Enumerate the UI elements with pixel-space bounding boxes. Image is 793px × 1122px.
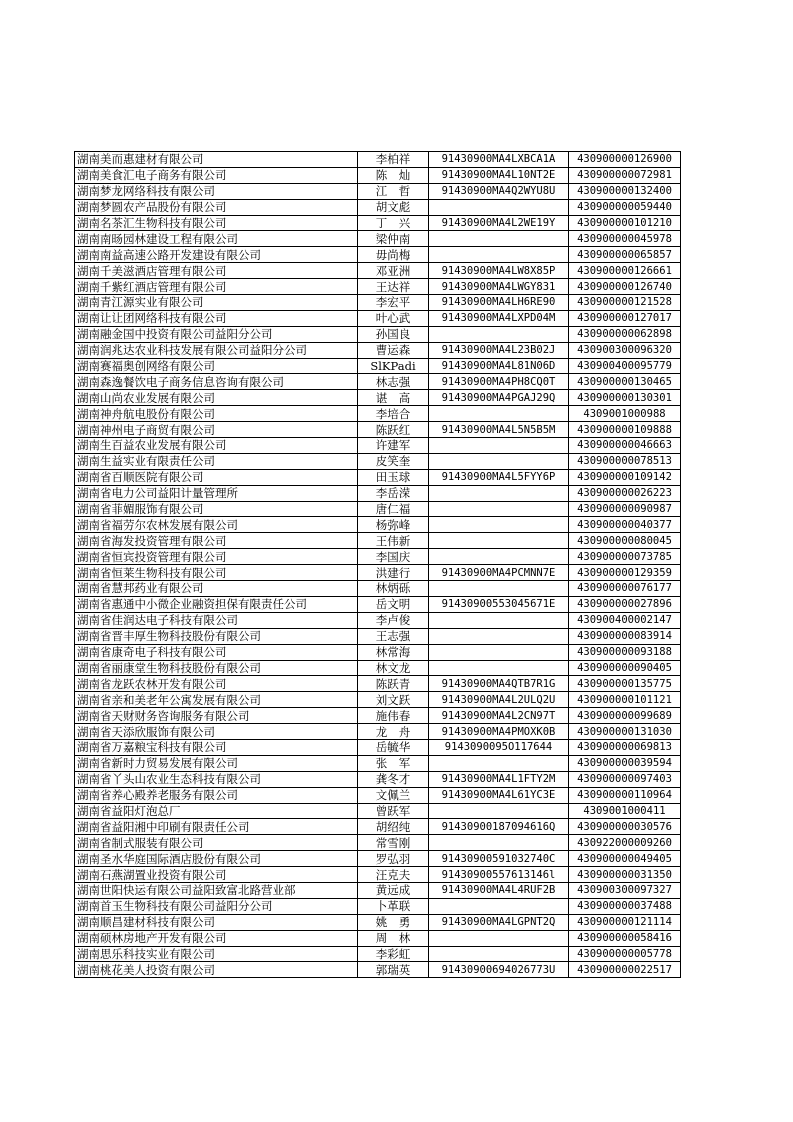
- legal-person-cell: 林炳砾: [358, 581, 429, 597]
- company-name-cell: 湖南省菲媚服饰有限公司: [75, 501, 358, 517]
- credit-code-cell: 91430900MA4L2ULQ2U: [429, 692, 569, 708]
- table-row: [75, 390, 681, 406]
- company-name-cell: 湖南省惠通中小微企业融资担保有限责任公司: [75, 596, 358, 612]
- company-name-cell: 湖南融金国中投资有限公司益阳分公司: [75, 326, 358, 342]
- company-name-cell: 湖南生百益农业发展有限公司: [75, 438, 358, 454]
- legal-person-cell: 陈跃青: [358, 676, 429, 692]
- registration-number-cell: 430900300097327: [569, 882, 681, 898]
- credit-code-cell: 91430900MA4L81N06D: [429, 358, 569, 374]
- table-row: [75, 724, 681, 740]
- registration-number-cell: 4309001000988: [569, 406, 681, 422]
- legal-person-cell: 龚冬才: [358, 771, 429, 787]
- table-row: [75, 152, 681, 168]
- credit-code-cell: [429, 406, 569, 422]
- table-row: [75, 660, 681, 676]
- table-row: [75, 183, 681, 199]
- legal-person-cell: 谌 高: [358, 390, 429, 406]
- company-name-cell: 湖南赛福奥创网络有限公司: [75, 358, 358, 374]
- registration-number-cell: 430900000062898: [569, 326, 681, 342]
- company-name-cell: 湖南省益阳湘中印刷有限责任公司: [75, 819, 358, 835]
- legal-person-cell: 罗弘羽: [358, 851, 429, 867]
- credit-code-cell: 91430900MA4LXBCA1A: [429, 152, 569, 168]
- registration-number-cell: 430900000030576: [569, 819, 681, 835]
- registration-number-cell: 430900000090405: [569, 660, 681, 676]
- legal-person-cell: 林常海: [358, 644, 429, 660]
- legal-person-cell: 洪建行: [358, 565, 429, 581]
- credit-code-cell: 91430900MA4L61YC3E: [429, 787, 569, 803]
- table-row: [75, 342, 681, 358]
- registration-number-cell: 430900000037488: [569, 898, 681, 914]
- company-name-cell: 湖南南旸园林建设工程有限公司: [75, 231, 358, 247]
- table-row: [75, 803, 681, 819]
- table-row: [75, 485, 681, 501]
- legal-person-cell: 林志强: [358, 374, 429, 390]
- credit-code-cell: [429, 835, 569, 851]
- table-row: [75, 374, 681, 390]
- registration-number-cell: 430900000076177: [569, 581, 681, 597]
- legal-person-cell: 叶心武: [358, 310, 429, 326]
- company-name-cell: 湖南美食汇电子商务有限公司: [75, 167, 358, 183]
- registration-number-cell: 430900000126740: [569, 279, 681, 295]
- company-name-cell: 湖南神舟航电股份有限公司: [75, 406, 358, 422]
- registration-number-cell: 430922000009260: [569, 835, 681, 851]
- credit-code-cell: 91430900MA4L2CN97T: [429, 708, 569, 724]
- credit-code-cell: [429, 231, 569, 247]
- company-name-cell: 湖南省益阳灯泡总厂: [75, 803, 358, 819]
- table-row: [75, 581, 681, 597]
- legal-person-cell: 龙 舟: [358, 724, 429, 740]
- company-name-cell: 湖南省恒莱生物科技有限公司: [75, 565, 358, 581]
- legal-person-cell: 周 林: [358, 930, 429, 946]
- legal-person-cell: 毋尚梅: [358, 247, 429, 263]
- table-row: [75, 422, 681, 438]
- table-row: [75, 549, 681, 565]
- table-row: [75, 962, 681, 978]
- legal-person-cell: 文佩兰: [358, 787, 429, 803]
- registration-number-cell: 430900000026223: [569, 485, 681, 501]
- credit-code-cell: [429, 946, 569, 962]
- registration-number-cell: 430900000101210: [569, 215, 681, 231]
- registration-number-cell: 430900000065857: [569, 247, 681, 263]
- legal-person-cell: 李培合: [358, 406, 429, 422]
- credit-code-cell: [429, 438, 569, 454]
- registration-number-cell: 430900000121528: [569, 295, 681, 311]
- credit-code-cell: [429, 247, 569, 263]
- registration-number-cell: 430900000031350: [569, 867, 681, 883]
- registration-number-cell: 430900000080045: [569, 533, 681, 549]
- table-row: [75, 215, 681, 231]
- table-row: [75, 628, 681, 644]
- legal-person-cell: 邓亚洲: [358, 263, 429, 279]
- legal-person-cell: 陈跃红: [358, 422, 429, 438]
- credit-code-cell: 91430900MA4PMOXK0B: [429, 724, 569, 740]
- legal-person-cell: 林文龙: [358, 660, 429, 676]
- company-name-cell: 湖南桃花美人投资有限公司: [75, 962, 358, 978]
- table-row: [75, 406, 681, 422]
- company-name-cell: 湖南省慧邦药业有限公司: [75, 581, 358, 597]
- table-row: [75, 295, 681, 311]
- credit-code-cell: [429, 660, 569, 676]
- credit-code-cell: 91430900MA4LW8X85P: [429, 263, 569, 279]
- table-row: [75, 469, 681, 485]
- company-name-cell: 湖南省康奇电子科技有限公司: [75, 644, 358, 660]
- company-name-cell: 湖南思乐科技实业有限公司: [75, 946, 358, 962]
- credit-code-cell: 91430900MA4LXPD04M: [429, 310, 569, 326]
- legal-person-cell: 皮笑奎: [358, 453, 429, 469]
- credit-code-cell: 91430900MA4L23B02J: [429, 342, 569, 358]
- table-row: [75, 565, 681, 581]
- table-row: [75, 517, 681, 533]
- legal-person-cell: 曾跃军: [358, 803, 429, 819]
- company-name-cell: 湖南省龙跃农林开发有限公司: [75, 676, 358, 692]
- company-name-cell: 湖南让让团网络科技有限公司: [75, 310, 358, 326]
- credit-code-cell: 91430900MA4L4RUF2B: [429, 882, 569, 898]
- company-name-cell: 湖南名茶汇生物科技有限公司: [75, 215, 358, 231]
- legal-person-cell: 李国庆: [358, 549, 429, 565]
- company-name-cell: 湖南千美滋酒店管理有限公司: [75, 263, 358, 279]
- registration-number-cell: 430900000130465: [569, 374, 681, 390]
- company-name-cell: 湖南省福劳尔农林发展有限公司: [75, 517, 358, 533]
- registration-number-cell: 430900400095779: [569, 358, 681, 374]
- table-row: [75, 438, 681, 454]
- legal-person-cell: 王伟新: [358, 533, 429, 549]
- legal-person-cell: 李宏平: [358, 295, 429, 311]
- table-row: [75, 247, 681, 263]
- credit-code-cell: [429, 485, 569, 501]
- registration-number-cell: 430900000132400: [569, 183, 681, 199]
- company-name-cell: 湖南省晋丰厚生物科技股份有限公司: [75, 628, 358, 644]
- legal-person-cell: 施伟春: [358, 708, 429, 724]
- company-name-cell: 湖南神州电子商贸有限公司: [75, 422, 358, 438]
- registration-number-cell: 430900000131030: [569, 724, 681, 740]
- registration-number-cell: 430900000135775: [569, 676, 681, 692]
- legal-person-cell: 张 军: [358, 755, 429, 771]
- table-row: [75, 835, 681, 851]
- table-row: [75, 612, 681, 628]
- credit-code-cell: [429, 612, 569, 628]
- company-name-cell: 湖南首玉生物科技有限公司益阳分公司: [75, 898, 358, 914]
- credit-code-cell: 91430900557613146l: [429, 867, 569, 883]
- legal-person-cell: 姚 勇: [358, 914, 429, 930]
- credit-code-cell: 91430900MA4L2WE19Y: [429, 215, 569, 231]
- credit-code-cell: 91430900553045671E: [429, 596, 569, 612]
- company-name-cell: 湖南千紫红酒店管理有限公司: [75, 279, 358, 295]
- legal-person-cell: 胡绍纯: [358, 819, 429, 835]
- company-name-cell: 湖南青江源实业有限公司: [75, 295, 358, 311]
- credit-code-cell: [429, 644, 569, 660]
- company-name-cell: 湖南省新时力贸易发展有限公司: [75, 755, 358, 771]
- legal-person-cell: 王达祥: [358, 279, 429, 295]
- table-row: [75, 501, 681, 517]
- credit-code-cell: 91430900MA4L5FYY6P: [429, 469, 569, 485]
- registration-number-cell: 430900000121114: [569, 914, 681, 930]
- registration-number-cell: 430900000083914: [569, 628, 681, 644]
- table-row: [75, 882, 681, 898]
- table-row: [75, 771, 681, 787]
- credit-code-cell: [429, 581, 569, 597]
- table-row: [75, 708, 681, 724]
- legal-person-cell: 胡文彪: [358, 199, 429, 215]
- registration-number-cell: 430900400002147: [569, 612, 681, 628]
- credit-code-cell: [429, 898, 569, 914]
- legal-person-cell: 黄远成: [358, 882, 429, 898]
- company-name-cell: 湖南省天添欣服饰有限公司: [75, 724, 358, 740]
- table-row: [75, 231, 681, 247]
- registration-number-cell: 430900000110964: [569, 787, 681, 803]
- credit-code-cell: 91430900MA4LH6RE90: [429, 295, 569, 311]
- table-row: [75, 533, 681, 549]
- registration-number-cell: 430900000097403: [569, 771, 681, 787]
- company-name-cell: 湖南省天财财务咨询服务有限公司: [75, 708, 358, 724]
- legal-person-cell: 江 哲: [358, 183, 429, 199]
- table-row: [75, 819, 681, 835]
- company-name-cell: 湖南省恒宾投资管理有限公司: [75, 549, 358, 565]
- legal-person-cell: 李彩虹: [358, 946, 429, 962]
- credit-code-cell: 91430900694026773U: [429, 962, 569, 978]
- credit-code-cell: [429, 755, 569, 771]
- legal-person-cell: SlKPadi: [358, 358, 429, 374]
- table-row: [75, 167, 681, 183]
- legal-person-cell: 岳文明: [358, 596, 429, 612]
- legal-person-cell: 梁仲南: [358, 231, 429, 247]
- registration-number-cell: 430900000058416: [569, 930, 681, 946]
- company-name-cell: 湖南圣水华庭国际酒店股份有限公司: [75, 851, 358, 867]
- company-name-cell: 湖南省电力公司益阳计量管理所: [75, 485, 358, 501]
- registration-number-cell: 430900000126900: [569, 152, 681, 168]
- registration-number-cell: 430900000040377: [569, 517, 681, 533]
- registration-number-cell: 4309001000411: [569, 803, 681, 819]
- table-row: [75, 851, 681, 867]
- legal-person-cell: 丁 兴: [358, 215, 429, 231]
- credit-code-cell: 91430900MA4PGAJ29Q: [429, 390, 569, 406]
- registration-number-cell: 430900000101121: [569, 692, 681, 708]
- registration-number-cell: 430900000130301: [569, 390, 681, 406]
- registration-number-cell: 430900000093188: [569, 644, 681, 660]
- company-name-cell: 湖南梦圆农产品股份有限公司: [75, 199, 358, 215]
- table-row: [75, 199, 681, 215]
- legal-person-cell: 曹运森: [358, 342, 429, 358]
- legal-person-cell: 岳毓华: [358, 739, 429, 755]
- table-row: [75, 898, 681, 914]
- legal-person-cell: 李岳溁: [358, 485, 429, 501]
- credit-code-cell: [429, 930, 569, 946]
- table-row: [75, 644, 681, 660]
- company-name-cell: 湖南省丽康堂生物科技股份有限公司: [75, 660, 358, 676]
- credit-code-cell: [429, 453, 569, 469]
- registration-number-cell: 430900000078513: [569, 453, 681, 469]
- legal-person-cell: 杨弥峰: [358, 517, 429, 533]
- table-row: [75, 867, 681, 883]
- registration-number-cell: 430900000059440: [569, 199, 681, 215]
- legal-person-cell: 王志强: [358, 628, 429, 644]
- company-name-cell: 湖南省佳润达电子科技有限公司: [75, 612, 358, 628]
- credit-code-cell: 91430900MA4L1FTY2M: [429, 771, 569, 787]
- registration-number-cell: 430900000073785: [569, 549, 681, 565]
- registration-number-cell: 430900000069813: [569, 739, 681, 755]
- table-row: [75, 453, 681, 469]
- company-registry-table: [74, 151, 681, 978]
- credit-code-cell: 91430900MA4LWGY831: [429, 279, 569, 295]
- company-name-cell: 湖南生益实业有限责任公司: [75, 453, 358, 469]
- legal-person-cell: 田玉球: [358, 469, 429, 485]
- credit-code-cell: 91430900MA4LGPNT2Q: [429, 914, 569, 930]
- company-name-cell: 湖南石燕湖置业投资有限公司: [75, 867, 358, 883]
- legal-person-cell: 刘文跃: [358, 692, 429, 708]
- company-name-cell: 湖南梦龙网络科技有限公司: [75, 183, 358, 199]
- table-row: [75, 739, 681, 755]
- company-name-cell: 湖南省万嘉粮宝科技有限公司: [75, 739, 358, 755]
- table-row: [75, 310, 681, 326]
- registration-number-cell: 430900000027896: [569, 596, 681, 612]
- registration-number-cell: 430900000109888: [569, 422, 681, 438]
- company-name-cell: 湖南省亲和美老年公寓发展有限公司: [75, 692, 358, 708]
- credit-code-cell: [429, 803, 569, 819]
- company-name-cell: 湖南硕林房地产开发有限公司: [75, 930, 358, 946]
- credit-code-cell: [429, 549, 569, 565]
- registration-number-cell: 430900000045978: [569, 231, 681, 247]
- table-row: [75, 676, 681, 692]
- credit-code-cell: 91430900MA4QTB7R1G: [429, 676, 569, 692]
- company-name-cell: 湖南省制式服装有限公司: [75, 835, 358, 851]
- legal-person-cell: 李柏祥: [358, 152, 429, 168]
- company-name-cell: 湖南省海发投资管理有限公司: [75, 533, 358, 549]
- credit-code-cell: 91430900MA4L10NT2E: [429, 167, 569, 183]
- credit-code-cell: 91430900MA4PCMNN7E: [429, 565, 569, 581]
- registration-number-cell: 430900000129359: [569, 565, 681, 581]
- table-row: [75, 263, 681, 279]
- legal-person-cell: 常雪刚: [358, 835, 429, 851]
- legal-person-cell: 陈 灿: [358, 167, 429, 183]
- credit-code-cell: [429, 501, 569, 517]
- table-body: [75, 152, 681, 978]
- legal-person-cell: 唐仁福: [358, 501, 429, 517]
- registration-number-cell: 430900000039594: [569, 755, 681, 771]
- company-name-cell: 湖南南益高速公路开发建设有限公司: [75, 247, 358, 263]
- company-name-cell: 湖南润兆达农业科技发展有限公司益阳分公司: [75, 342, 358, 358]
- table-row: [75, 787, 681, 803]
- table-row: [75, 596, 681, 612]
- table-row: [75, 692, 681, 708]
- company-name-cell: 湖南森逸餐饮电子商务信息咨询有限公司: [75, 374, 358, 390]
- legal-person-cell: 孙国良: [358, 326, 429, 342]
- company-name-cell: 湖南省百顺医院有限公司: [75, 469, 358, 485]
- company-name-cell: 湖南顺昌建材科技有限公司: [75, 914, 358, 930]
- legal-person-cell: 卜革联: [358, 898, 429, 914]
- credit-code-cell: [429, 199, 569, 215]
- registration-number-cell: 430900000072981: [569, 167, 681, 183]
- registration-number-cell: 430900300096320: [569, 342, 681, 358]
- company-name-cell: 湖南省养心殿养老服务有限公司: [75, 787, 358, 803]
- registration-number-cell: 430900000022517: [569, 962, 681, 978]
- company-name-cell: 湖南美而惠建材有限公司: [75, 152, 358, 168]
- credit-code-cell: 91430900MA4Q2WYU8U: [429, 183, 569, 199]
- credit-code-cell: 91430900MA4L5N5B5M: [429, 422, 569, 438]
- registration-number-cell: 430900000099689: [569, 708, 681, 724]
- legal-person-cell: 许建军: [358, 438, 429, 454]
- legal-person-cell: 郭瑞英: [358, 962, 429, 978]
- table-row: [75, 930, 681, 946]
- table-row: [75, 279, 681, 295]
- table-row: [75, 946, 681, 962]
- credit-code-cell: [429, 628, 569, 644]
- table-row: [75, 358, 681, 374]
- table-row: [75, 914, 681, 930]
- credit-code-cell: [429, 517, 569, 533]
- registration-number-cell: 430900000127017: [569, 310, 681, 326]
- registration-number-cell: 430900000046663: [569, 438, 681, 454]
- registration-number-cell: 430900000109142: [569, 469, 681, 485]
- credit-code-cell: 9143090095O117644: [429, 739, 569, 755]
- registration-number-cell: 430900000005778: [569, 946, 681, 962]
- credit-code-cell: 91430900MA4PH8CQ0T: [429, 374, 569, 390]
- table-row: [75, 755, 681, 771]
- credit-code-cell: [429, 326, 569, 342]
- company-name-cell: 湖南山尚农业发展有限公司: [75, 390, 358, 406]
- company-name-cell: 湖南世阳快运有限公司益阳致富北路营业部: [75, 882, 358, 898]
- registration-number-cell: 430900000090987: [569, 501, 681, 517]
- legal-person-cell: 汪克夫: [358, 867, 429, 883]
- credit-code-cell: 91430900187094616Q: [429, 819, 569, 835]
- registration-number-cell: 430900000049405: [569, 851, 681, 867]
- registration-number-cell: 430900000126661: [569, 263, 681, 279]
- credit-code-cell: 91430900591032740C: [429, 851, 569, 867]
- credit-code-cell: [429, 533, 569, 549]
- company-name-cell: 湖南省丫头山农业生态科技有限公司: [75, 771, 358, 787]
- legal-person-cell: 李卢俊: [358, 612, 429, 628]
- table-row: [75, 326, 681, 342]
